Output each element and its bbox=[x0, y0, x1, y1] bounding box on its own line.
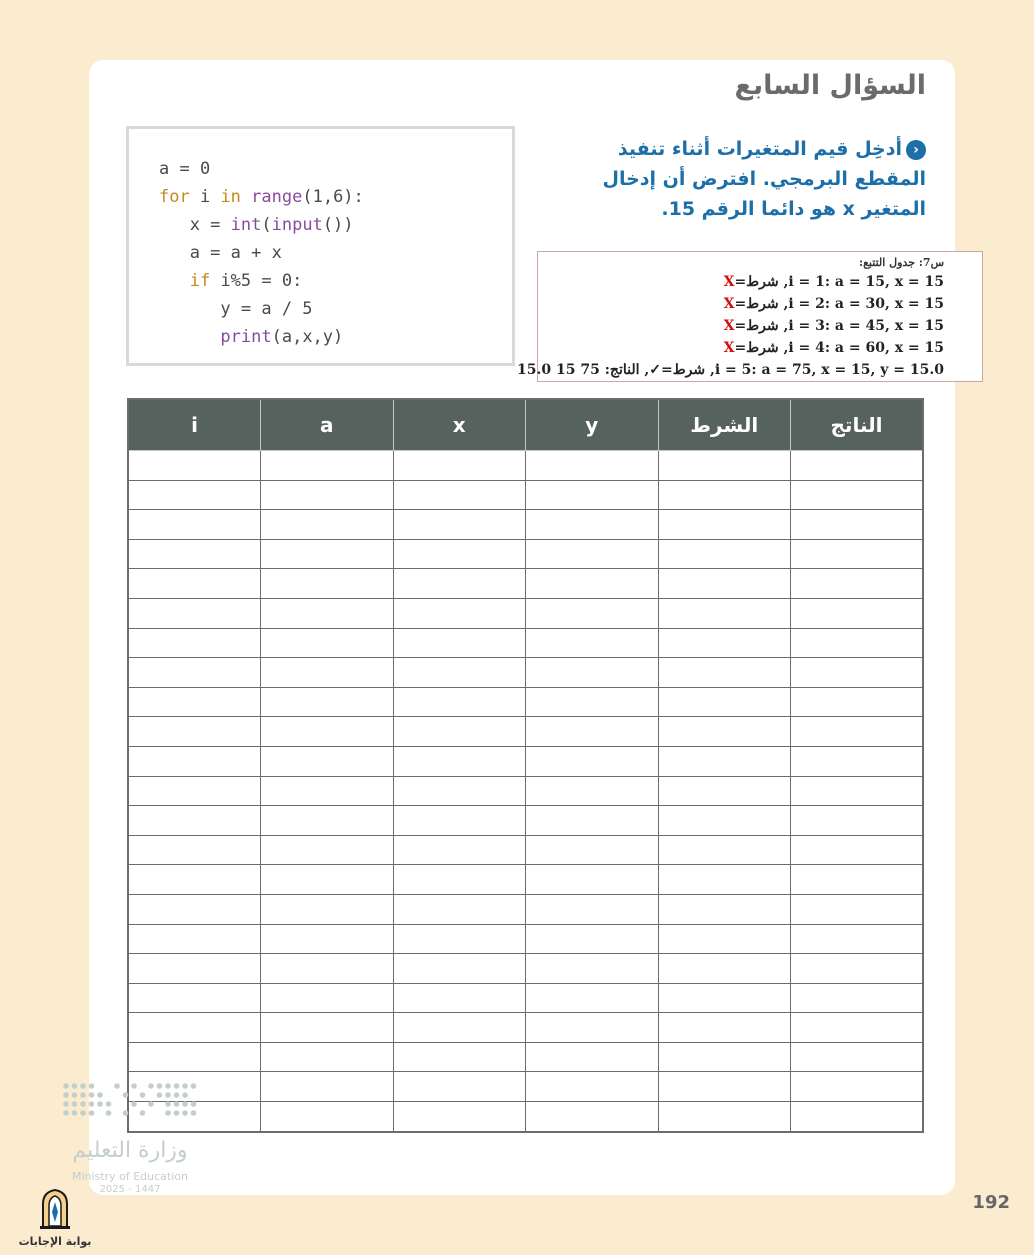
table-cell[interactable] bbox=[526, 894, 659, 924]
table-cell[interactable] bbox=[658, 628, 791, 658]
table-cell[interactable] bbox=[261, 776, 394, 806]
table-cell[interactable] bbox=[791, 894, 924, 924]
table-row bbox=[128, 924, 923, 954]
portal-label: بوابة الإجابات bbox=[18, 1235, 92, 1248]
table-cell[interactable] bbox=[393, 746, 526, 776]
table-row bbox=[128, 628, 923, 658]
table-cell[interactable] bbox=[791, 776, 924, 806]
table-row bbox=[128, 539, 923, 569]
table-cell[interactable] bbox=[526, 539, 659, 569]
instruction-body: أدخِل قيم المتغيرات أثناء تنفيذ المقطع البرمجي. افترض أن إدخال المتغير x هو دائما الرقم 15. bbox=[602, 138, 926, 220]
table-row bbox=[128, 687, 923, 717]
table-cell[interactable] bbox=[393, 451, 526, 481]
code-token: for bbox=[159, 187, 190, 207]
table-cell[interactable] bbox=[261, 835, 394, 865]
table-cell[interactable] bbox=[526, 924, 659, 954]
table-cell[interactable] bbox=[791, 598, 924, 628]
table-cell[interactable] bbox=[791, 510, 924, 540]
table-cell[interactable] bbox=[658, 569, 791, 599]
table-cell[interactable] bbox=[791, 717, 924, 747]
table-cell[interactable] bbox=[658, 510, 791, 540]
table-cell[interactable] bbox=[791, 451, 924, 481]
table-cell[interactable] bbox=[261, 628, 394, 658]
answer-line: i = 1: a = 15, x = 15, شرط=X bbox=[723, 274, 944, 290]
table-cell[interactable] bbox=[658, 954, 791, 984]
table-row bbox=[128, 835, 923, 865]
x-mark-icon: X bbox=[723, 340, 735, 356]
table-cell[interactable] bbox=[261, 1072, 394, 1102]
answer-title: س7: جدول التتبع: bbox=[859, 256, 944, 269]
answers-portal-logo[interactable] bbox=[14, 1186, 96, 1248]
table-cell[interactable] bbox=[658, 776, 791, 806]
table-row bbox=[128, 510, 923, 540]
table-cell[interactable] bbox=[526, 776, 659, 806]
x-mark-icon: X bbox=[723, 318, 735, 334]
code-token: y = a / 5 bbox=[159, 299, 313, 319]
table-cell[interactable] bbox=[791, 1072, 924, 1102]
table-cell[interactable] bbox=[393, 569, 526, 599]
code-line bbox=[159, 239, 364, 267]
table-cell[interactable] bbox=[526, 954, 659, 984]
code-token: ( bbox=[261, 215, 272, 235]
table-cell[interactable] bbox=[128, 717, 261, 747]
table-cell[interactable] bbox=[128, 598, 261, 628]
table-cell[interactable] bbox=[128, 510, 261, 540]
table-cell[interactable] bbox=[791, 569, 924, 599]
table-cell[interactable] bbox=[128, 451, 261, 481]
ministry-dots-icon bbox=[60, 1078, 200, 1138]
code-line bbox=[159, 295, 364, 323]
table-cell[interactable] bbox=[261, 569, 394, 599]
table-cell[interactable] bbox=[658, 687, 791, 717]
table-cell[interactable] bbox=[393, 1013, 526, 1043]
table-cell[interactable] bbox=[128, 983, 261, 1013]
table-cell[interactable] bbox=[393, 1042, 526, 1072]
table-cell[interactable] bbox=[393, 806, 526, 836]
code-token bbox=[159, 327, 220, 347]
table-cell[interactable] bbox=[128, 924, 261, 954]
code-token: a = a + x bbox=[159, 243, 282, 263]
table-cell[interactable] bbox=[393, 924, 526, 954]
table-cell[interactable] bbox=[261, 924, 394, 954]
table-cell[interactable] bbox=[526, 983, 659, 1013]
table-cell[interactable] bbox=[128, 806, 261, 836]
code-line bbox=[159, 155, 364, 183]
table-row bbox=[128, 1072, 923, 1102]
table-cell[interactable] bbox=[393, 776, 526, 806]
table-cell[interactable] bbox=[658, 746, 791, 776]
table-cell[interactable] bbox=[658, 1102, 791, 1132]
table-cell[interactable] bbox=[658, 924, 791, 954]
table-cell[interactable] bbox=[526, 746, 659, 776]
table-cell[interactable] bbox=[658, 983, 791, 1013]
table-cell[interactable] bbox=[526, 1013, 659, 1043]
table-cell[interactable] bbox=[128, 628, 261, 658]
table-row bbox=[128, 598, 923, 628]
header-i: i bbox=[128, 399, 261, 451]
code-token: range bbox=[251, 187, 303, 207]
code-line bbox=[159, 323, 364, 351]
table-cell[interactable] bbox=[393, 480, 526, 510]
table-cell[interactable] bbox=[791, 746, 924, 776]
code-token: in bbox=[220, 187, 241, 207]
table-cell[interactable] bbox=[791, 924, 924, 954]
table-cell[interactable] bbox=[261, 954, 394, 984]
table-cell[interactable] bbox=[791, 539, 924, 569]
table-cell[interactable] bbox=[658, 717, 791, 747]
table-cell[interactable] bbox=[658, 451, 791, 481]
header-output: الناتج bbox=[791, 399, 924, 451]
table-cell[interactable] bbox=[658, 835, 791, 865]
table-cell[interactable] bbox=[393, 983, 526, 1013]
table-cell[interactable] bbox=[526, 1072, 659, 1102]
table-cell[interactable] bbox=[526, 628, 659, 658]
table-cell[interactable] bbox=[261, 983, 394, 1013]
code-token: a = 0 bbox=[159, 159, 211, 179]
table-cell[interactable] bbox=[526, 806, 659, 836]
table-cell[interactable] bbox=[658, 894, 791, 924]
table-cell[interactable] bbox=[393, 539, 526, 569]
table-cell[interactable] bbox=[526, 717, 659, 747]
table-cell[interactable] bbox=[791, 983, 924, 1013]
table-cell[interactable] bbox=[261, 746, 394, 776]
table-cell[interactable] bbox=[128, 865, 261, 895]
table-cell[interactable] bbox=[791, 658, 924, 688]
table-cell[interactable] bbox=[526, 569, 659, 599]
code-token: ()) bbox=[322, 215, 354, 235]
table-row bbox=[128, 569, 923, 599]
trace-table bbox=[127, 398, 924, 1133]
table-row bbox=[128, 480, 923, 510]
table-cell[interactable] bbox=[658, 480, 791, 510]
instruction-text bbox=[566, 134, 926, 224]
table-cell[interactable] bbox=[393, 658, 526, 688]
code-line bbox=[159, 211, 364, 239]
table-cell[interactable] bbox=[128, 954, 261, 984]
table-cell[interactable] bbox=[261, 451, 394, 481]
code-token bbox=[159, 271, 190, 291]
answer-line: i = 2: a = 30, x = 15, شرط=X bbox=[723, 296, 944, 312]
table-cell[interactable] bbox=[393, 835, 526, 865]
table-cell[interactable] bbox=[658, 1072, 791, 1102]
table-cell[interactable] bbox=[658, 598, 791, 628]
table-cell[interactable] bbox=[658, 806, 791, 836]
table-cell[interactable] bbox=[128, 776, 261, 806]
code-snippet bbox=[126, 126, 515, 366]
table-cell[interactable] bbox=[261, 480, 394, 510]
answer-line: i = 5: a = 75, x = 15, y = 15.0, شرط=✓, الناتج: 75 15 15.0 bbox=[517, 362, 944, 378]
table-cell[interactable] bbox=[526, 510, 659, 540]
logo-english: Ministry of Education bbox=[71, 1170, 188, 1183]
table-cell[interactable] bbox=[393, 954, 526, 984]
x-mark-icon: X bbox=[723, 274, 735, 290]
table-row bbox=[128, 658, 923, 688]
code-token bbox=[241, 187, 251, 207]
trace-body bbox=[128, 451, 923, 1132]
table-cell[interactable] bbox=[261, 717, 394, 747]
table-cell[interactable] bbox=[393, 1102, 526, 1132]
table-cell[interactable] bbox=[791, 865, 924, 895]
table-cell[interactable] bbox=[393, 865, 526, 895]
table-row bbox=[128, 717, 923, 747]
code-token: int bbox=[230, 215, 262, 235]
logo-arabic: وزارة التعليم bbox=[72, 1138, 188, 1163]
table-cell[interactable] bbox=[261, 806, 394, 836]
code-token: (1,6): bbox=[302, 187, 364, 207]
table-cell[interactable] bbox=[526, 598, 659, 628]
code-token: input bbox=[271, 215, 323, 235]
table-cell[interactable] bbox=[393, 717, 526, 747]
table-row bbox=[128, 894, 923, 924]
table-cell[interactable] bbox=[393, 510, 526, 540]
table-cell[interactable] bbox=[128, 1042, 261, 1072]
portal-lantern-icon bbox=[35, 1186, 75, 1230]
table-cell[interactable] bbox=[128, 894, 261, 924]
table-row bbox=[128, 451, 923, 481]
code-line bbox=[159, 183, 364, 211]
code-token: if bbox=[189, 271, 211, 291]
code-token: i%5 = 0: bbox=[210, 271, 303, 291]
table-cell[interactable] bbox=[128, 658, 261, 688]
table-cell[interactable] bbox=[658, 539, 791, 569]
logo-year: 2025 - 1447 bbox=[99, 1184, 161, 1195]
table-cell[interactable] bbox=[526, 865, 659, 895]
table-cell[interactable] bbox=[658, 865, 791, 895]
table-cell[interactable] bbox=[658, 1042, 791, 1072]
answer-line: i = 3: a = 45, x = 15, شرط=X bbox=[723, 318, 944, 334]
table-cell[interactable] bbox=[261, 1042, 394, 1072]
table-row bbox=[128, 1042, 923, 1072]
table-cell[interactable] bbox=[128, 1013, 261, 1043]
x-mark-icon: X bbox=[723, 296, 735, 312]
table-cell[interactable] bbox=[526, 480, 659, 510]
table-row bbox=[128, 865, 923, 895]
table-cell[interactable] bbox=[261, 1102, 394, 1132]
code-token: (a,x,y) bbox=[271, 327, 344, 347]
code-line bbox=[159, 267, 364, 295]
code-lines bbox=[159, 155, 364, 351]
table-cell[interactable] bbox=[128, 746, 261, 776]
header-y: y bbox=[526, 399, 659, 451]
table-cell[interactable] bbox=[791, 835, 924, 865]
table-cell[interactable] bbox=[791, 628, 924, 658]
table-row bbox=[128, 806, 923, 836]
answer-line: i = 4: a = 60, x = 15, شرط=X bbox=[723, 340, 944, 356]
table-cell[interactable] bbox=[261, 658, 394, 688]
table-cell[interactable] bbox=[393, 598, 526, 628]
table-cell[interactable] bbox=[526, 1042, 659, 1072]
table-cell[interactable] bbox=[791, 1013, 924, 1043]
table-cell[interactable] bbox=[128, 835, 261, 865]
code-token: i bbox=[189, 187, 221, 207]
question-title: السؤال السابع bbox=[734, 70, 926, 101]
header-x: x bbox=[393, 399, 526, 451]
table-cell[interactable] bbox=[128, 480, 261, 510]
table-cell[interactable] bbox=[526, 1102, 659, 1132]
page-number: 192 bbox=[972, 1192, 1010, 1213]
ministry-logo bbox=[60, 1078, 210, 1198]
table-row bbox=[128, 746, 923, 776]
table-cell[interactable] bbox=[658, 1013, 791, 1043]
table-cell[interactable] bbox=[393, 894, 526, 924]
table-cell[interactable] bbox=[526, 451, 659, 481]
table-cell[interactable] bbox=[526, 687, 659, 717]
table-cell[interactable] bbox=[393, 687, 526, 717]
header-condition: الشرط bbox=[658, 399, 791, 451]
table-cell[interactable] bbox=[261, 687, 394, 717]
table-cell[interactable] bbox=[128, 539, 261, 569]
table-cell[interactable] bbox=[261, 1013, 394, 1043]
table-cell[interactable] bbox=[791, 806, 924, 836]
code-token: x = bbox=[159, 215, 231, 235]
table-cell[interactable] bbox=[658, 658, 791, 688]
table-row bbox=[128, 1102, 923, 1132]
table-cell[interactable] bbox=[261, 894, 394, 924]
table-row bbox=[128, 954, 923, 984]
table-cell[interactable] bbox=[791, 687, 924, 717]
table-cell[interactable] bbox=[526, 658, 659, 688]
answer-key bbox=[517, 251, 983, 382]
chevron-left-icon: ‹ bbox=[906, 140, 926, 160]
table-cell[interactable] bbox=[261, 865, 394, 895]
table-cell[interactable] bbox=[791, 480, 924, 510]
code-token: print bbox=[220, 327, 272, 347]
table-row bbox=[128, 776, 923, 806]
header-a: a bbox=[261, 399, 394, 451]
table-row bbox=[128, 983, 923, 1013]
table-row bbox=[128, 1013, 923, 1043]
table-cell[interactable] bbox=[526, 835, 659, 865]
table-cell[interactable] bbox=[393, 1072, 526, 1102]
table-cell[interactable] bbox=[791, 1102, 924, 1132]
table-cell[interactable] bbox=[128, 687, 261, 717]
table-cell[interactable] bbox=[393, 628, 526, 658]
table-cell[interactable] bbox=[128, 569, 261, 599]
table-cell[interactable] bbox=[261, 598, 394, 628]
table-cell[interactable] bbox=[791, 954, 924, 984]
trace-header-row bbox=[128, 399, 923, 451]
table-cell[interactable] bbox=[791, 1042, 924, 1072]
table-cell[interactable] bbox=[261, 539, 394, 569]
table-cell[interactable] bbox=[261, 510, 394, 540]
